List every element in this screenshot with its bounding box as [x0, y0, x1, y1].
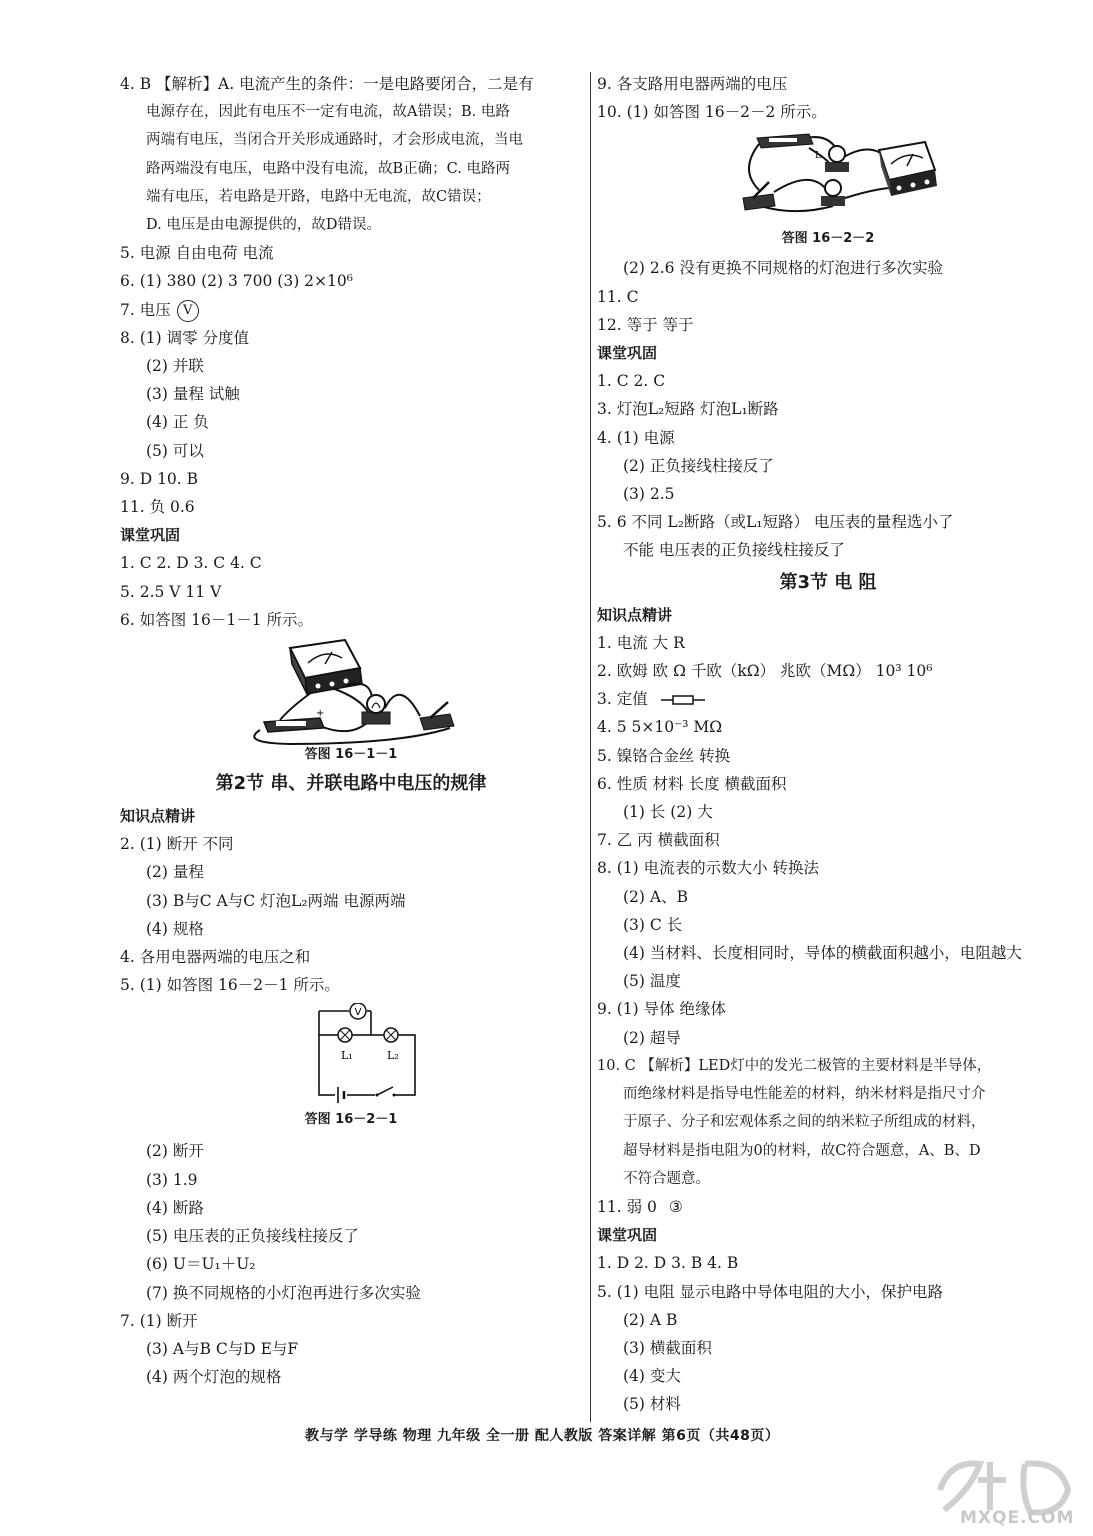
q4-line-5: 端有电压，若电路是开路，电路中无电流，故C错误；	[146, 188, 491, 205]
consolidate-heading-1: 课堂巩固	[120, 526, 181, 545]
fig2-voltmeter-label: V	[354, 1007, 362, 1019]
consolidate-heading-2: 课堂巩固	[597, 344, 658, 363]
k8-line-3: (3) C 长	[623, 915, 683, 934]
k7-answer: 7. 乙 丙 横截面积	[597, 831, 720, 850]
k6-sub: (1) 长 (2) 大	[623, 803, 713, 822]
r9-answer: 9. 各支路用电器两端的电压	[597, 75, 788, 93]
lamp-l2-icon	[384, 1028, 399, 1062]
right-column	[597, 70, 1059, 1419]
figure-16-2-1-caption: 答图 16－2－1	[304, 1112, 398, 1128]
switch-icon	[743, 182, 775, 210]
d5-line-1: 5. (1) 电阻 显示电路中导体电阻的大小，保护电路	[597, 1282, 944, 1301]
rc5-line-1: 5. 6 不同 L₂断路（或L₁短路） 电压表的量程选小了	[597, 513, 954, 532]
consolidate-1-answer: 1. C 2. D 3. C 4. C	[120, 554, 262, 573]
q4-line-6: D. 电压是由电源提供的，故D错误。	[146, 217, 381, 234]
consolidate-5-answer: 5. 2.5 V 11 V	[120, 582, 222, 601]
q8-line-3: (3) 量程 试触	[146, 385, 240, 404]
fig2-l1-label: L₁	[341, 1049, 353, 1063]
k3-answer	[597, 685, 1059, 713]
r10b-answer: (2) 2.6 没有更换不同规格的灯泡进行多次实验	[623, 259, 943, 278]
k4-answer: 4. 5 5×10⁻³ MΩ	[597, 718, 723, 737]
s7-line-1: 7. (1) 断开	[120, 1311, 198, 1330]
q5-answer: 5. 电源 自由电荷 电流	[120, 244, 274, 263]
q4-line-4: 路两端没有电压，电路中没有电流，故B正确；C. 电路两	[146, 160, 510, 177]
resistor-symbol-icon	[661, 694, 705, 706]
rc5-line-2: 不能 电压表的正负接线柱接反了	[623, 541, 845, 560]
k9-line-2: (2) 超导	[623, 1028, 681, 1047]
k8-line-1: 8. (1) 电流表的示数大小 转换法	[597, 859, 820, 878]
circuit-figure-16-2-2	[729, 130, 939, 220]
fig2-l2-label: L₂	[387, 1049, 399, 1063]
d5-line-3: (3) 横截面积	[623, 1338, 712, 1357]
k8-line-4: (4) 当材料、长度相同时，导体的横截面积越小，电阻越大	[623, 944, 1022, 963]
rc1-answer: 1. C 2. C	[597, 372, 666, 391]
s5b-line-2: (3) 1.9	[146, 1170, 198, 1189]
k8-line-2: (2) A、B	[623, 887, 688, 906]
voltmeter-symbol: V	[177, 300, 199, 322]
section-3-title: 第3节 电 阻	[779, 571, 877, 593]
watermark-text: MXQE.COM	[960, 1508, 1075, 1528]
rc3-answer: 3. 灯泡L₂短路 灯泡L₁断路	[597, 400, 779, 419]
k1-answer: 1. 电流 大 R	[597, 633, 685, 652]
k11-text: 11. 弱 0	[597, 1197, 657, 1216]
q4-line-1: 4. B 【解析】A. 电流产生的条件：一是电路要闭合，二是有	[120, 75, 534, 93]
switch-icon	[420, 702, 454, 730]
switch-icon	[375, 1087, 396, 1099]
q4-line-2: 电源存在，因此有电压不一定有电流，故A错误；B. 电路	[146, 104, 510, 121]
column-divider	[590, 72, 591, 1422]
k11-answer	[597, 1193, 1059, 1221]
k2-answer: 2. 欧姆 欧 Ω 千欧（kΩ） 兆欧（MΩ） 10³ 10⁶	[597, 662, 933, 681]
lamp-l2-icon	[821, 180, 845, 206]
battery-icon	[264, 708, 324, 732]
s7-line-3: (4) 两个灯泡的规格	[146, 1368, 282, 1387]
battery-icon	[335, 1087, 347, 1103]
page-footer: 教与学 学导练 物理 九年级 全一册 配人教版 答案详解 第6页（共48页）	[305, 1428, 780, 1444]
voltmeter-icon	[350, 1003, 366, 1019]
s5b-line-1: (2) 断开	[146, 1142, 204, 1161]
k8-line-5: (5) 温度	[623, 972, 681, 991]
r10-answer: 10. (1) 如答图 16－2－2 所示。	[597, 103, 827, 122]
k5-answer: 5. 镍铬合金丝 转换	[597, 746, 731, 765]
s7-line-2: (3) A与B C与D E与F	[146, 1339, 299, 1358]
battery-icon	[757, 134, 813, 148]
figure-16-2-2-caption: 答图 16－2－2	[781, 231, 875, 247]
k10-line-2: 而绝缘材料是指导电性能差的材料，纳米材料是指尺寸介	[623, 1086, 986, 1103]
q8-line-4: (4) 正 负	[146, 413, 209, 432]
r12-answer: 12. 等于 等于	[597, 315, 694, 334]
k10-line-1: 10. C 【解析】LED灯中的发光二极管的主要材料是半导体，	[597, 1057, 992, 1074]
s5b-line-6: (7) 换不同规格的小灯泡再进行多次实验	[146, 1283, 421, 1302]
s5b-line-4: (5) 电压表的正负接线柱接反了	[146, 1227, 359, 1246]
q8-line-5: (5) 可以	[146, 441, 204, 460]
consolidate-6-answer: 6. 如答图 16－1－1 所示。	[120, 610, 314, 629]
k10-line-5: 不符合题意。	[623, 1170, 710, 1187]
lamp-l1-icon	[815, 146, 849, 172]
d1-answer: 1. D 2. D 3. B 4. B	[597, 1254, 739, 1273]
q7-text: 7. 电压	[120, 300, 171, 319]
k10-line-3: 于原子、分子和宏观体系之间的纳米粒子所组成的材料，	[623, 1114, 986, 1131]
s5b-line-3: (4) 断路	[146, 1198, 204, 1217]
svg-text:+: +	[316, 708, 325, 720]
s5-answer: 5. (1) 如答图 16－2－1 所示。	[120, 976, 340, 995]
s2-line-1: 2. (1) 断开 不同	[120, 835, 234, 854]
k10-line-4: 超导材料是指电阻为0的材料，故C符合题意，A、B、D	[623, 1142, 981, 1159]
q9-answer: 9. D 10. B	[120, 469, 199, 488]
k6-answer: 6. 性质 材料 长度 横截面积	[597, 774, 787, 793]
s5b-line-5: (6) U＝U₁＋U₂	[146, 1255, 256, 1274]
s2-line-3: (3) B与C A与C 灯泡L₂两端 电源两端	[146, 891, 406, 910]
d5-line-5: (5) 材料	[623, 1395, 681, 1414]
left-column	[120, 70, 582, 1391]
q7-answer	[120, 296, 582, 324]
rc4-line-2: (2) 正负接线柱接反了	[623, 456, 774, 475]
section-2-title: 第2节 串、并联电路中电压的规律	[215, 773, 487, 795]
q8-line-2: (2) 并联	[146, 357, 204, 376]
q4-line-3: 两端有电压，当闭合开关形成通路时，才会形成电流，当电	[146, 132, 523, 149]
q6-answer: 6. (1) 380 (2) 3 700 (3) 2×10⁶	[120, 272, 353, 291]
knowledge-heading-1: 知识点精讲	[120, 807, 196, 826]
s2-line-4: (4) 规格	[146, 919, 204, 938]
r11-answer: 11. C	[597, 287, 639, 306]
knowledge-heading-2: 知识点精讲	[597, 605, 673, 624]
d5-line-2: (2) A B	[623, 1310, 678, 1329]
q8-line-1: 8. (1) 调零 分度值	[120, 328, 250, 347]
s2-line-2: (2) 量程	[146, 863, 204, 882]
voltmeter-icon	[290, 640, 362, 694]
lamp-l1-icon	[338, 1028, 353, 1062]
s4-answer: 4. 各用电器两端的电压之和	[120, 948, 311, 967]
consolidate-heading-3: 课堂巩固	[597, 1226, 658, 1245]
svg-text:L: L	[815, 151, 821, 162]
q11-answer: 11. 负 0.6	[120, 498, 195, 517]
circuit-figure-16-2-1	[295, 1003, 435, 1103]
figure-16-1-1-caption: 答图 16－1－1	[304, 747, 398, 763]
rc4-line-3: (3) 2.5	[623, 485, 675, 504]
k3-text: 3. 定值	[597, 690, 648, 709]
d5-line-4: (4) 变大	[623, 1367, 681, 1386]
k9-line-1: 9. (1) 导体 绝缘体	[597, 1000, 727, 1019]
circuit-figure-16-1-1	[250, 638, 480, 746]
rc4-line-1: 4. (1) 电源	[597, 428, 675, 447]
k11-symbol: ③	[668, 1197, 683, 1216]
